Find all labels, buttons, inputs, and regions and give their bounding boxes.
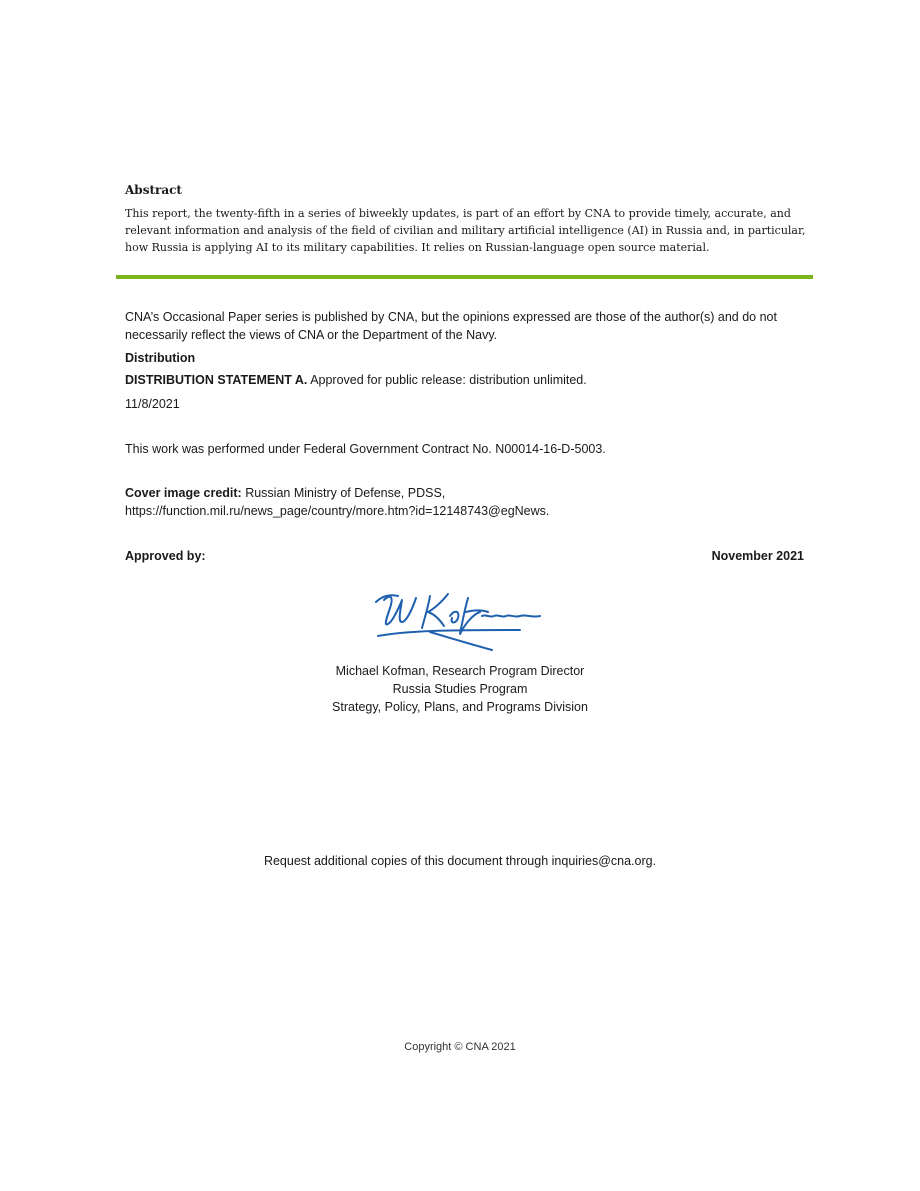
distribution-date: 11/8/2021 [125, 397, 180, 411]
disclaimer-text: CNA’s Occasional Paper series is published by CNA, but the opinions expressed are those of the author(s) and do not necessarily reflect the views of CNA or the Department of the Navy. [125, 310, 777, 342]
abstract-section [125, 183, 813, 256]
signatory-name-title: Michael Kofman, Research Program Director [335, 664, 585, 678]
contract-block [125, 440, 813, 458]
signatory-division: Strategy, Policy, Plans, and Programs Division [332, 700, 588, 714]
abstract-title: Abstract [125, 183, 182, 197]
cover-credit-url: https://function.mil.ru/news_page/country/more.htm?id=12148743@egNews. [125, 504, 550, 518]
approval-date: November 2021 [711, 549, 804, 563]
request-copies-text: Request additional copies of this document through inquiries@cna.org. [263, 854, 657, 868]
distribution-statement-text: Approved for public release: distribution unlimited. [307, 373, 587, 387]
distribution-heading-block [125, 349, 813, 367]
distribution-statement-label: DISTRIBUTION STATEMENT A. [125, 373, 308, 387]
distribution-heading: Distribution [125, 351, 196, 365]
approved-by-label: Approved by: [125, 549, 206, 563]
green-divider [116, 275, 813, 279]
signatory-block [0, 662, 920, 716]
signature-icon [370, 586, 550, 656]
copyright-text: Copyright © CNA 2021 [404, 1041, 516, 1053]
cover-credit-text: Russian Ministry of Defense, PDSS, [241, 486, 446, 500]
copyright-notice [0, 1041, 920, 1053]
approval-row [125, 547, 804, 565]
distribution-date-block [125, 395, 813, 413]
signatory-program: Russia Studies Program [392, 682, 528, 696]
request-copies [0, 852, 920, 870]
cover-credit [125, 484, 813, 520]
distribution-statement [125, 371, 813, 389]
contract-text: This work was performed under Federal Government Contract No. N00014-16-D-5003. [125, 442, 606, 456]
abstract-body: This report, the twenty-fifth in a series of biweekly updates, is part of an effort by CNA to provide timely, accurate, and relevant information and analysis of the field of civilian and military artificial intelligence (AI) in Russia and, in particular, how Russia is applying AI to its military capabilities. It relies on Russian-language open source material. [125, 207, 806, 254]
disclaimer [125, 308, 813, 344]
cover-credit-label: Cover image credit: [125, 486, 242, 500]
